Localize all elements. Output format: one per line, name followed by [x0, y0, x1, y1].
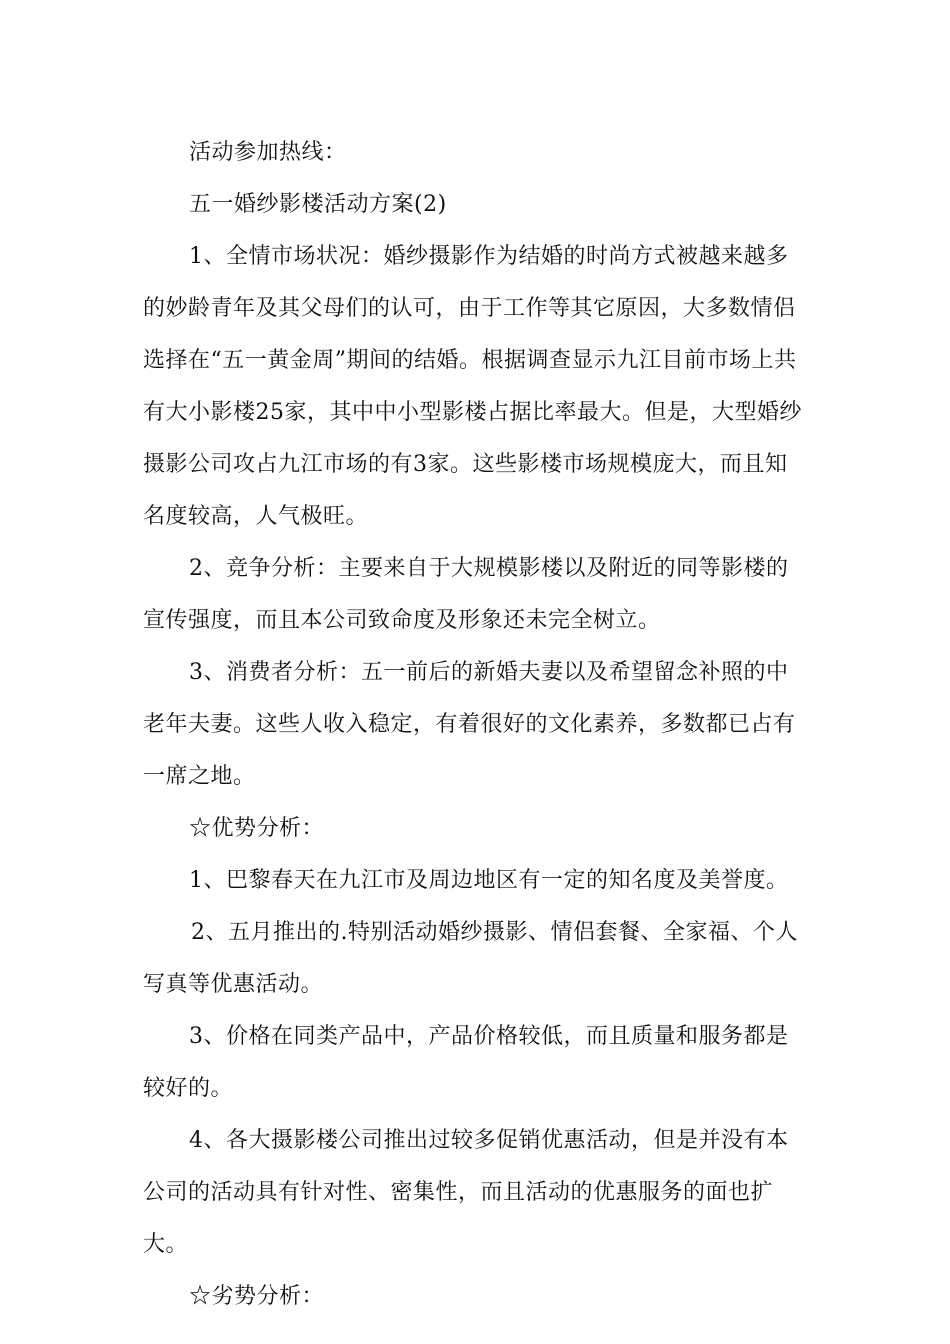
strength-item-2: 2、五月推出的.特别活动婚纱摄影、情侣套餐、全家福、个人写真等优惠活动。 — [143, 920, 798, 997]
plan-title: 五一婚纱影楼活动方案(2) — [189, 192, 447, 217]
consumer-analysis-paragraph: 3、消费者分析：五一前后的新婚夫妻以及希望留念补照的中老年夫妻。这些人收入稳定，有着很好的文化素养，多数都已占有一席之地。 — [143, 660, 796, 789]
document-body — [143, 127, 808, 1323]
weaknesses-heading: ☆劣势分析： — [189, 1284, 325, 1309]
market-situation-paragraph: 1、全情市场状况：婚纱摄影作为结婚的时尚方式被越来越多的妙龄青年及其父母们的认可，由于工作等其它原因，大多数情侣选择在“五一黄金周”期间的结婚。根据调查显示九江目前市场上共有大小影楼25家，其中中小型影楼占据比率最大。但是，大型婚纱摄影公司攻占九江市场的有3家。这些影楼市场规模庞大，而且知名度较高，人气极旺。 — [143, 244, 802, 529]
hotline-label: 活动参加热线： — [189, 140, 347, 165]
strength-item-1: 1、巴黎春天在九江市及周边地区有一定的知名度及美誉度。 — [189, 868, 789, 893]
competition-analysis-paragraph: 2、竞争分析：主要来自于大规模影楼以及附近的同等影楼的宣传强度，而且本公司致命度及形象还未完全树立。 — [143, 556, 789, 633]
strengths-heading: ☆优势分析： — [189, 816, 325, 841]
strength-item-4: 4、各大摄影楼公司推出过较多促销优惠活动，但是并没有本公司的活动具有针对性、密集性，而且活动的优惠服务的面也扩大。 — [143, 1128, 789, 1257]
strength-item-3: 3、价格在同类产品中，产品价格较低，而且质量和服务都是较好的。 — [143, 1024, 789, 1101]
